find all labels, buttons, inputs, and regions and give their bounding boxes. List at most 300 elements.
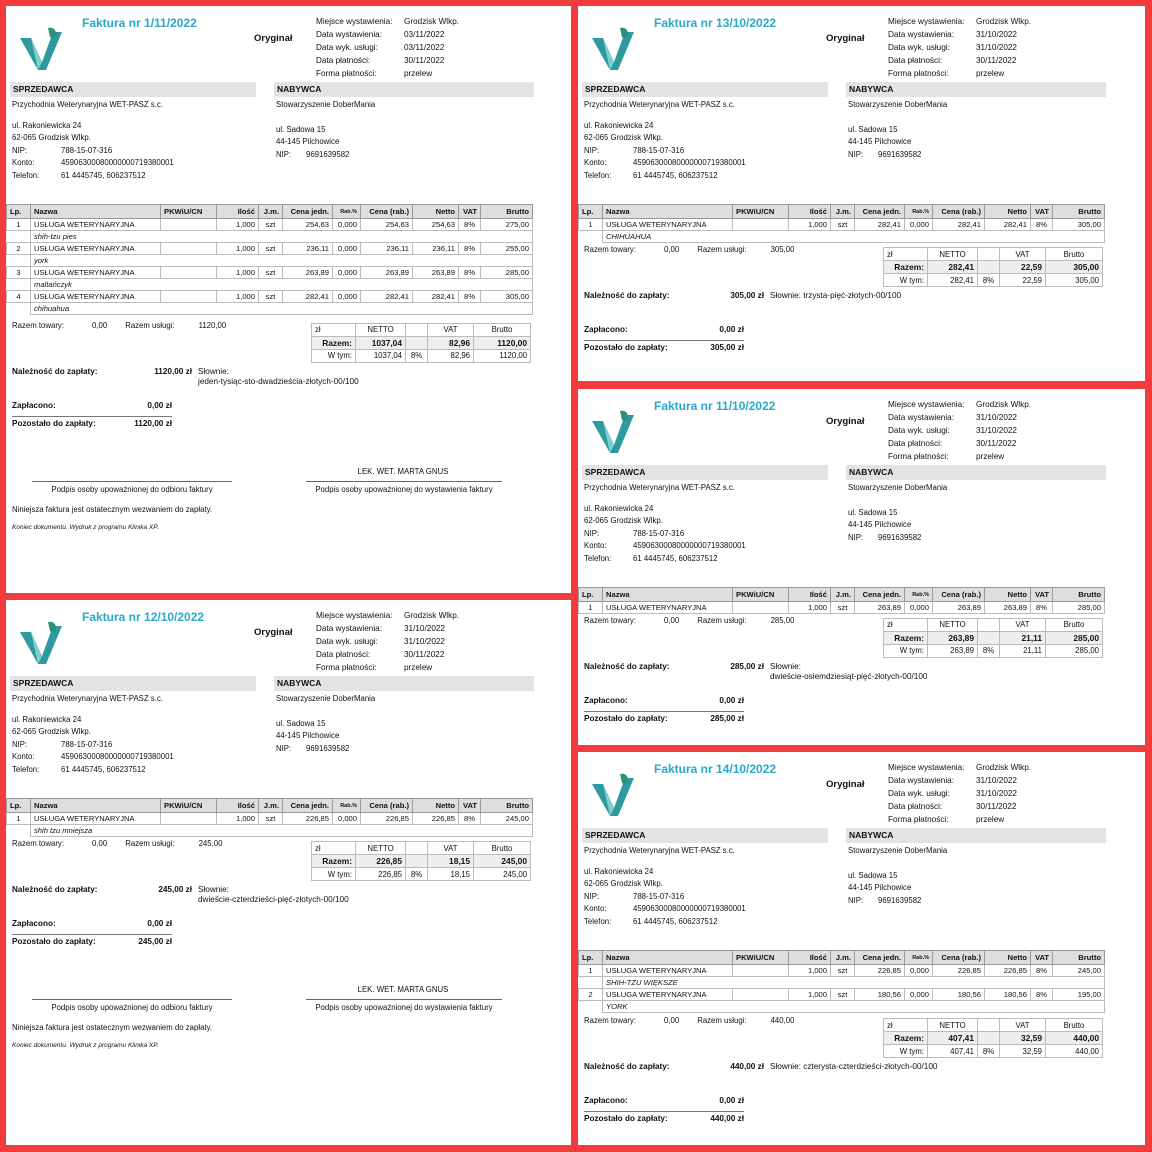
meta-label-payment-date: Data płatności: bbox=[888, 802, 943, 811]
seller-nip: 788-15-07-316 bbox=[61, 739, 113, 749]
cell-lp: 1 bbox=[579, 965, 603, 977]
cell-lp: 1 bbox=[579, 602, 603, 614]
seller-tel-label: Telefon: bbox=[584, 170, 612, 180]
invoice-meta bbox=[316, 15, 459, 80]
summary-wtym-netto: 263,89 bbox=[928, 644, 978, 657]
cell-lp: 2 bbox=[579, 989, 603, 1001]
buyer-name: Stowarzyszenie DoberMania bbox=[276, 100, 376, 109]
summary-razem-vat: 21,11 bbox=[1000, 631, 1046, 644]
col-netto: Netto bbox=[413, 799, 459, 813]
summary-wtym-vat: 82,96 bbox=[428, 349, 474, 362]
cell-price-rab: 254,63 bbox=[361, 219, 413, 231]
invoice-title: Faktura nr 1/11/2022 bbox=[82, 16, 197, 30]
summary-wtym-vat: 32,59 bbox=[1000, 1045, 1046, 1058]
seller-tel-label: Telefon: bbox=[584, 553, 612, 563]
cell-rab: 0,000 bbox=[905, 965, 933, 977]
meta-label-issue-date: Data wystawienia: bbox=[316, 624, 382, 633]
table-row-description bbox=[7, 231, 533, 243]
meta-label-payment-form: Forma płatności: bbox=[888, 452, 949, 461]
seller-konto: 45906300080000000719380001 bbox=[633, 904, 746, 913]
cell-rab: 0,000 bbox=[905, 219, 933, 231]
col-pkwiu: PKWiU/CN bbox=[161, 205, 217, 219]
col-rab: Rab.% bbox=[905, 951, 933, 965]
meta-value-payment-form: przelew bbox=[976, 452, 1005, 461]
summary-wtym-brutto: 285,00 bbox=[1046, 644, 1103, 657]
cell-description: maltańczyk bbox=[31, 279, 533, 291]
seller-konto: 45906300080000000719380001 bbox=[61, 752, 174, 761]
pozostalo-value: 1120,00 zł bbox=[134, 418, 172, 428]
pozostalo-label: Pozostało do zapłaty: bbox=[12, 418, 96, 428]
seller-city: 62-065 Grodzisk Wlkp. bbox=[12, 727, 91, 736]
totals-line bbox=[584, 616, 800, 625]
col-lp: Lp. bbox=[579, 205, 603, 219]
summary-wtym-row bbox=[884, 644, 1103, 657]
slownie-label: Słownie: bbox=[770, 291, 801, 301]
cell-pkwiu bbox=[161, 267, 217, 279]
cell-price: 254,63 bbox=[283, 219, 333, 231]
table-row-description bbox=[7, 303, 533, 315]
meta-value-place: Grodzisk Wlkp. bbox=[976, 17, 1032, 26]
cell-qty: 1,000 bbox=[217, 267, 259, 279]
col-lp: Lp. bbox=[7, 205, 31, 219]
invoice-title: Faktura nr 11/10/2022 bbox=[654, 399, 776, 413]
buyer-nip: 9691639582 bbox=[878, 895, 922, 905]
cell-rab: 0,000 bbox=[905, 602, 933, 614]
seller-street: ul. Rakoniewicka 24 bbox=[584, 866, 654, 876]
col-unit: J.m. bbox=[831, 205, 855, 219]
meta-value-issue-date: 03/11/2022 bbox=[404, 30, 445, 39]
vat-summary-table bbox=[311, 841, 531, 881]
cell-price-rab: 236,11 bbox=[361, 243, 413, 255]
cell-price: 226,85 bbox=[283, 813, 333, 825]
cell-netto: 263,89 bbox=[985, 602, 1031, 614]
col-price-rab: Cena (rab.) bbox=[933, 588, 985, 602]
items-header-row bbox=[7, 799, 533, 813]
seller-heading: SPRZEDAWCA bbox=[10, 676, 256, 691]
summary-wtym-rate: 8% bbox=[978, 644, 1000, 657]
slownie-value: trzysta-pięć-złotych-00/100 bbox=[803, 291, 902, 301]
buyer-nip: 9691639582 bbox=[878, 149, 922, 159]
summary-currency: zł bbox=[312, 323, 356, 336]
meta-value-issue-date: 31/10/2022 bbox=[976, 30, 1017, 39]
summary-netto-head: NETTO bbox=[928, 1019, 978, 1032]
col-pkwiu: PKWiU/CN bbox=[733, 205, 789, 219]
buyer-street: ul. Sadowa 15 bbox=[848, 870, 898, 880]
col-netto: Netto bbox=[985, 588, 1031, 602]
amount-in-words bbox=[198, 885, 349, 905]
meta-label-issue-date: Data wystawienia: bbox=[316, 30, 382, 39]
original-label: Oryginał bbox=[254, 627, 293, 638]
summary-wtym-rate: 8% bbox=[406, 349, 428, 362]
payment-status bbox=[584, 1096, 744, 1129]
col-name: Nazwa bbox=[31, 205, 161, 219]
invoice-title: Faktura nr 12/10/2022 bbox=[82, 610, 205, 624]
table-row bbox=[579, 219, 1105, 231]
col-price: Cena jedn. bbox=[283, 799, 333, 813]
clinic-logo bbox=[18, 620, 66, 666]
zaplacono-value: 0,00 zł bbox=[719, 1096, 744, 1106]
items-table bbox=[6, 204, 533, 315]
summary-currency: zł bbox=[312, 842, 356, 855]
buyer-nip-label: NIP: bbox=[276, 743, 292, 753]
totals-line bbox=[584, 245, 800, 254]
summary-total-row bbox=[884, 631, 1103, 644]
cell-vat: 8% bbox=[1031, 989, 1053, 1001]
table-row bbox=[579, 965, 1105, 977]
cell-price-rab: 226,85 bbox=[361, 813, 413, 825]
invoice-panel-12-10-2022 bbox=[6, 600, 571, 1145]
summary-wtym-brutto: 440,00 bbox=[1046, 1045, 1103, 1058]
col-name: Nazwa bbox=[603, 588, 733, 602]
payment-status bbox=[584, 325, 744, 358]
razem-uslugi-value: 285,00 bbox=[770, 615, 795, 625]
razem-towary-label: Razem towary: bbox=[584, 245, 636, 255]
due-value: 285,00 zł bbox=[730, 661, 764, 671]
cell-name: USŁUGA WETERYNARYJNA bbox=[603, 602, 733, 614]
summary-netto-head: NETTO bbox=[356, 323, 406, 336]
seller-street: ul. Rakoniewicka 24 bbox=[584, 503, 654, 513]
buyer-nip: 9691639582 bbox=[306, 149, 350, 159]
col-lp: Lp. bbox=[7, 799, 31, 813]
col-rab: Rab.% bbox=[333, 799, 361, 813]
sign-issuer: Podpis osoby upoważnionej do wystawienia faktury bbox=[306, 999, 502, 1012]
seller-tel-label: Telefon: bbox=[12, 764, 40, 774]
cell-lp: 1 bbox=[7, 219, 31, 231]
due-label: Należność do zapłaty: bbox=[584, 1062, 670, 1072]
summary-vat-head: VAT bbox=[428, 842, 474, 855]
items-table bbox=[578, 204, 1105, 243]
doctor-name: LEK. WET. MARTA GNUS bbox=[357, 466, 449, 476]
summary-vat-head: VAT bbox=[428, 323, 474, 336]
meta-label-issue-date: Data wystawienia: bbox=[888, 413, 954, 422]
invoice-title: Faktura nr 14/10/2022 bbox=[654, 762, 777, 776]
cell-netto: 226,85 bbox=[985, 965, 1031, 977]
slownie-value: jeden-tysiąc-sto-dwadzieścia-złotych-00/100 bbox=[198, 376, 359, 386]
due-value: 1120,00 zł bbox=[154, 366, 192, 376]
zaplacono-label: Zapłacono: bbox=[12, 919, 56, 929]
cell-netto: 254,63 bbox=[413, 219, 459, 231]
cell-rab: 0,000 bbox=[333, 267, 361, 279]
doctor-name: LEK. WET. MARTA GNUS bbox=[357, 985, 449, 995]
buyer-city: 44-145 Pilchowice bbox=[848, 137, 912, 146]
buyer-block bbox=[848, 482, 947, 544]
seller-konto-label: Konto: bbox=[584, 541, 607, 550]
seller-nip-label: NIP: bbox=[584, 145, 600, 155]
razem-towary-value: 0,00 bbox=[664, 615, 680, 625]
cell-name: USŁUGA WETERYNARYJNA bbox=[603, 989, 733, 1001]
buyer-nip-label: NIP: bbox=[276, 149, 292, 159]
table-row-description bbox=[579, 231, 1105, 243]
clinic-logo bbox=[590, 772, 638, 818]
cell-brutto: 255,00 bbox=[481, 243, 533, 255]
razem-towary-label: Razem towary: bbox=[584, 615, 636, 625]
cell-vat: 8% bbox=[1031, 219, 1053, 231]
cell-lp: 1 bbox=[7, 813, 31, 825]
cell-price: 226,85 bbox=[855, 965, 905, 977]
summary-wtym-netto: 226,85 bbox=[356, 868, 406, 881]
cell-pkwiu bbox=[733, 219, 789, 231]
summary-wtym-netto: 1037,04 bbox=[356, 349, 406, 362]
cell-brutto: 245,00 bbox=[481, 813, 533, 825]
clinic-logo bbox=[590, 26, 638, 72]
table-row-description bbox=[7, 825, 533, 837]
summary-brutto-head: Brutto bbox=[1046, 1019, 1103, 1032]
cell-unit: szt bbox=[259, 267, 283, 279]
due-label: Należność do zapłaty: bbox=[584, 291, 670, 301]
buyer-block bbox=[276, 693, 375, 755]
cell-description: shih-tzu pies bbox=[31, 231, 533, 243]
summary-razem-vat: 32,59 bbox=[1000, 1032, 1046, 1045]
summary-wtym-label: W tym: bbox=[312, 868, 356, 881]
seller-tel: 61 4445745, 606237512 bbox=[633, 553, 718, 563]
buyer-street: ul. Sadowa 15 bbox=[276, 718, 326, 728]
cell-rab: 0,000 bbox=[905, 989, 933, 1001]
totals-line bbox=[12, 321, 232, 330]
slownie-label: Słownie: bbox=[198, 885, 229, 895]
meta-value-issue-date: 31/10/2022 bbox=[404, 624, 445, 633]
col-price-rab: Cena (rab.) bbox=[933, 205, 985, 219]
col-qty: Ilość bbox=[789, 951, 831, 965]
meta-value-service-date: 31/10/2022 bbox=[404, 637, 445, 646]
table-row bbox=[579, 989, 1105, 1001]
summary-brutto-head: Brutto bbox=[1046, 618, 1103, 631]
cell-description: shih tzu mniejsza bbox=[31, 825, 533, 837]
col-unit: J.m. bbox=[831, 951, 855, 965]
due-label: Należność do zapłaty: bbox=[584, 661, 670, 671]
col-brutto: Brutto bbox=[481, 205, 533, 219]
original-label: Oryginał bbox=[826, 416, 865, 427]
col-price: Cena jedn. bbox=[283, 205, 333, 219]
cell-unit: szt bbox=[259, 219, 283, 231]
razem-towary-label: Razem towary: bbox=[12, 320, 64, 330]
cell-netto: 180,56 bbox=[985, 989, 1031, 1001]
col-vat: VAT bbox=[459, 205, 481, 219]
pozostalo-value: 440,00 zł bbox=[710, 1114, 744, 1124]
summary-wtym-brutto: 1120,00 bbox=[474, 349, 531, 362]
pozostalo-value: 245,00 zł bbox=[138, 937, 172, 947]
cell-price-rab: 282,41 bbox=[933, 219, 985, 231]
col-qty: Ilość bbox=[789, 588, 831, 602]
col-qty: Ilość bbox=[217, 205, 259, 219]
summary-wtym-rate: 8% bbox=[978, 1045, 1000, 1058]
seller-tel: 61 4445745, 606237512 bbox=[633, 170, 718, 180]
zaplacono-value: 0,00 zł bbox=[147, 919, 172, 929]
payment-status bbox=[12, 401, 172, 434]
summary-currency: zł bbox=[884, 1019, 928, 1032]
seller-nip-label: NIP: bbox=[584, 891, 600, 901]
buyer-name: Stowarzyszenie DoberMania bbox=[848, 846, 948, 855]
meta-label-payment-date: Data płatności: bbox=[316, 56, 371, 65]
buyer-street: ul. Sadowa 15 bbox=[848, 507, 898, 517]
document-footer: Koniec dokumentu. Wydruk z programu Klinika XP. bbox=[12, 523, 159, 531]
cell-netto: 263,89 bbox=[413, 267, 459, 279]
meta-label-payment-form: Forma płatności: bbox=[316, 69, 377, 78]
razem-uslugi-value: 305,00 bbox=[770, 245, 795, 255]
zaplacono-label: Zapłacono: bbox=[12, 400, 56, 410]
summary-currency: zł bbox=[884, 248, 928, 261]
invoice-panel-13-10-2022 bbox=[578, 6, 1145, 381]
col-lp: Lp. bbox=[579, 588, 603, 602]
seller-heading: SPRZEDAWCA bbox=[582, 465, 828, 480]
seller-tel-label: Telefon: bbox=[12, 170, 40, 180]
cell-price: 263,89 bbox=[855, 602, 905, 614]
vat-summary-table bbox=[883, 618, 1103, 658]
summary-wtym-label: W tym: bbox=[312, 349, 356, 362]
zaplacono-label: Zapłacono: bbox=[584, 1096, 628, 1106]
summary-razem-brutto: 305,00 bbox=[1046, 261, 1103, 274]
vat-summary-table bbox=[311, 323, 531, 363]
items-body bbox=[579, 965, 1105, 1013]
summary-header-row bbox=[312, 323, 531, 336]
summary-wtym-netto: 407,41 bbox=[928, 1045, 978, 1058]
summary-razem-netto: 263,89 bbox=[928, 631, 978, 644]
cell-unit: szt bbox=[831, 965, 855, 977]
cell-vat: 8% bbox=[1031, 965, 1053, 977]
amount-in-words bbox=[770, 662, 927, 682]
summary-vat-head: VAT bbox=[1000, 1019, 1046, 1032]
sign-issuer: Podpis osoby upoważnionej do wystawienia faktury bbox=[306, 481, 502, 494]
payment-status bbox=[12, 919, 172, 952]
seller-block bbox=[12, 99, 174, 182]
seller-block bbox=[584, 482, 746, 565]
col-unit: J.m. bbox=[259, 799, 283, 813]
amount-due bbox=[584, 662, 927, 682]
amount-due bbox=[584, 291, 901, 301]
seller-konto: 45906300080000000719380001 bbox=[633, 541, 746, 550]
original-label: Oryginał bbox=[254, 33, 293, 44]
summary-razem-vat: 82,96 bbox=[428, 336, 474, 349]
cell-brutto: 285,00 bbox=[481, 267, 533, 279]
cell-vat: 8% bbox=[459, 243, 481, 255]
cell-unit: szt bbox=[259, 243, 283, 255]
pozostalo-value: 285,00 zł bbox=[710, 713, 744, 723]
buyer-name: Stowarzyszenie DoberMania bbox=[848, 100, 948, 109]
razem-uslugi-label: Razem usługi: bbox=[697, 615, 747, 625]
seller-nip-label: NIP: bbox=[12, 145, 28, 155]
due-value: 305,00 zł bbox=[730, 291, 764, 301]
col-price-rab: Cena (rab.) bbox=[361, 205, 413, 219]
meta-value-issue-date: 31/10/2022 bbox=[976, 776, 1017, 785]
table-row bbox=[7, 291, 533, 303]
table-row bbox=[7, 219, 533, 231]
meta-value-payment-form: przelew bbox=[404, 663, 433, 672]
seller-name: Przychodnia Weterynaryjna WET-PASZ s.c. bbox=[584, 100, 735, 109]
col-vat: VAT bbox=[459, 799, 481, 813]
cell-lp: 3 bbox=[7, 267, 31, 279]
meta-value-payment-form: przelew bbox=[976, 815, 1005, 824]
buyer-city: 44-145 Pilchowice bbox=[276, 137, 340, 146]
due-value: 245,00 zł bbox=[158, 885, 192, 895]
summary-wtym-row bbox=[884, 1045, 1103, 1058]
col-price-rab: Cena (rab.) bbox=[933, 951, 985, 965]
seller-nip-label: NIP: bbox=[12, 739, 28, 749]
col-name: Nazwa bbox=[603, 205, 733, 219]
meta-label-payment-form: Forma płatności: bbox=[888, 69, 949, 78]
meta-value-service-date: 03/11/2022 bbox=[404, 43, 445, 52]
summary-total-row bbox=[312, 855, 531, 868]
sign-receiver: Podpis osoby upoważnionej do odbioru faktury bbox=[32, 999, 232, 1012]
cell-vat: 8% bbox=[459, 219, 481, 231]
cell-unit: szt bbox=[831, 219, 855, 231]
invoice-meta bbox=[888, 15, 1031, 80]
invoice-meta bbox=[888, 398, 1031, 463]
seller-heading: SPRZEDAWCA bbox=[582, 82, 828, 97]
meta-value-service-date: 31/10/2022 bbox=[976, 789, 1017, 798]
cell-price: 180,56 bbox=[855, 989, 905, 1001]
summary-wtym-label: W tym: bbox=[884, 1045, 928, 1058]
buyer-heading: NABYWCA bbox=[846, 465, 1106, 480]
col-netto: Netto bbox=[413, 205, 459, 219]
summary-vat-head: VAT bbox=[1000, 248, 1046, 261]
pozostalo-label: Pozostało do zapłaty: bbox=[12, 937, 96, 947]
col-vat: VAT bbox=[1031, 951, 1053, 965]
clinic-logo bbox=[590, 409, 638, 455]
summary-wtym-vat: 18,15 bbox=[428, 868, 474, 881]
items-table bbox=[578, 587, 1105, 614]
cell-description: CHIHUAHUA bbox=[603, 231, 1105, 243]
cell-qty: 1,000 bbox=[789, 989, 831, 1001]
summary-razem-brutto: 440,00 bbox=[1046, 1032, 1103, 1045]
zaplacono-value: 0,00 zł bbox=[719, 325, 744, 335]
summary-wtym-row bbox=[884, 274, 1103, 287]
invoice-panel-1-11-2022 bbox=[6, 6, 571, 593]
col-price: Cena jedn. bbox=[855, 951, 905, 965]
meta-label-place: Miejsce wystawienia: bbox=[316, 17, 393, 26]
buyer-city: 44-145 Pilchowice bbox=[848, 520, 912, 529]
buyer-nip: 9691639582 bbox=[306, 743, 350, 753]
cell-vat: 8% bbox=[459, 267, 481, 279]
cell-name: USŁUGA WETERYNARYJNA bbox=[603, 219, 733, 231]
cell-unit: szt bbox=[831, 989, 855, 1001]
cell-name: USŁUGA WETERYNARYJNA bbox=[31, 243, 161, 255]
amount-in-words bbox=[198, 367, 359, 387]
razem-towary-label: Razem towary: bbox=[12, 839, 64, 849]
vat-summary-table bbox=[883, 247, 1103, 287]
table-row bbox=[7, 267, 533, 279]
buyer-name: Stowarzyszenie DoberMania bbox=[848, 483, 948, 492]
meta-value-payment-form: przelew bbox=[976, 69, 1005, 78]
summary-brutto-head: Brutto bbox=[474, 323, 531, 336]
summary-wtym-row bbox=[312, 868, 531, 881]
table-row-description bbox=[7, 255, 533, 267]
summary-razem-vat: 22,59 bbox=[1000, 261, 1046, 274]
cell-unit: szt bbox=[259, 813, 283, 825]
col-unit: J.m. bbox=[259, 205, 283, 219]
cell-price-rab: 180,56 bbox=[933, 989, 985, 1001]
col-price-rab: Cena (rab.) bbox=[361, 799, 413, 813]
amount-in-words bbox=[770, 1062, 937, 1072]
summary-wtym-brutto: 245,00 bbox=[474, 868, 531, 881]
cell-rab: 0,000 bbox=[333, 813, 361, 825]
col-name: Nazwa bbox=[31, 799, 161, 813]
meta-label-payment-date: Data płatności: bbox=[316, 650, 371, 659]
seller-street: ul. Rakoniewicka 24 bbox=[12, 714, 82, 724]
seller-konto-label: Konto: bbox=[584, 158, 607, 167]
summary-razem-label: Razem: bbox=[884, 261, 928, 274]
payment-note: Niniejsza faktura jest ostatecznym wezwaniem do zapłaty. bbox=[12, 1023, 213, 1033]
summary-razem-netto: 226,85 bbox=[356, 855, 406, 868]
buyer-nip-label: NIP: bbox=[848, 149, 864, 159]
col-price: Cena jedn. bbox=[855, 588, 905, 602]
buyer-nip-label: NIP: bbox=[848, 895, 864, 905]
cell-price-rab: 282,41 bbox=[361, 291, 413, 303]
summary-razem-label: Razem: bbox=[312, 855, 356, 868]
col-qty: Ilość bbox=[789, 205, 831, 219]
summary-brutto-head: Brutto bbox=[474, 842, 531, 855]
meta-value-service-date: 31/10/2022 bbox=[976, 43, 1017, 52]
meta-value-service-date: 31/10/2022 bbox=[976, 426, 1017, 435]
pozostalo-value: 305,00 zł bbox=[710, 343, 744, 353]
